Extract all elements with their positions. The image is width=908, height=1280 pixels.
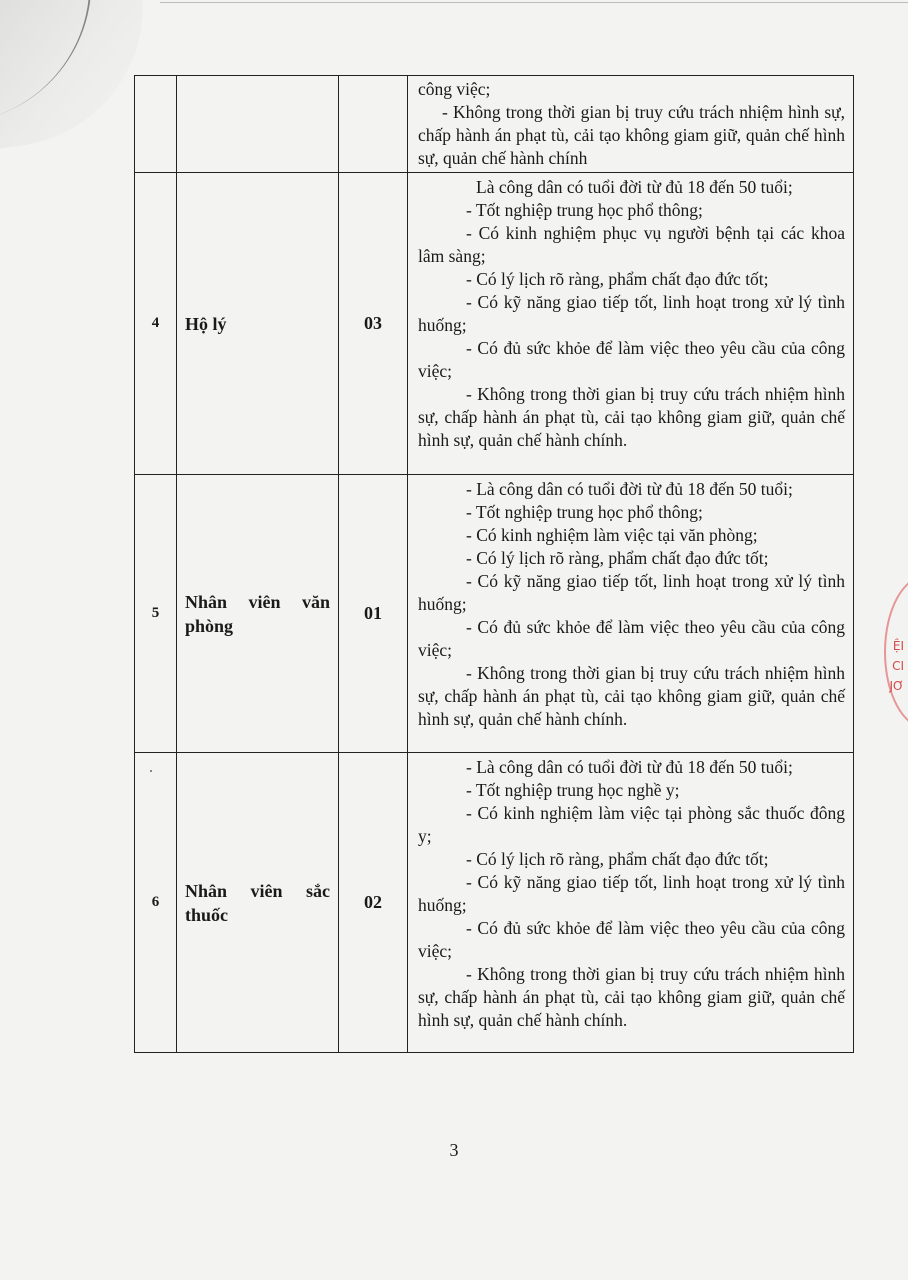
requirement-line: - Có kỹ năng giao tiếp tốt, linh hoạt trong xử lý tình huống; [418, 291, 845, 335]
position-name [177, 475, 339, 753]
position-name [177, 76, 339, 173]
row-number: 5 [135, 475, 177, 753]
position-name-text: Nhân viên sắc thuốc [185, 880, 330, 925]
requirement-line: công việc; [418, 79, 491, 99]
requirement-line: - Có đủ sức khỏe để làm việc theo yêu cầu của công việc; [418, 337, 845, 381]
table-row [135, 475, 854, 753]
requirements-cell [408, 76, 854, 173]
requirement-line: - Có kỹ năng giao tiếp tốt, linh hoạt trong xử lý tình huống; [418, 871, 845, 915]
position-quantity: 02 [339, 753, 408, 1053]
requirement-line: - Có đủ sức khỏe để làm việc theo yêu cầu của công việc; [418, 917, 845, 961]
requirements-cell [408, 475, 854, 753]
requirement-line: - Có kỹ năng giao tiếp tốt, linh hoạt trong xử lý tình huống; [418, 571, 845, 614]
requirement-line: - Tốt nghiệp trung học phổ thông; [466, 199, 703, 220]
requirement-line: - Không trong thời gian bị truy cứu trách nhiệm hình sự, chấp hành án phạt tù, cải tạo không giam giữ, quản chế hình sự, quản chế hành chính. [418, 383, 845, 450]
page-top-edge [160, 2, 908, 3]
red-stamp-fragment [878, 575, 908, 735]
page-number: 3 [449, 1140, 459, 1160]
position-name-text: Nhân viên văn phòng [185, 591, 330, 636]
requirement-line: Là công dân có tuổi đời từ đủ 18 đến 50 tuổi; [476, 176, 793, 197]
requirement-line: - Có kinh nghiệm phục vụ người bệnh tại các khoa lâm sàng; [418, 222, 845, 266]
position-name [177, 753, 339, 1053]
recruitment-table [134, 75, 854, 1053]
requirement-line: - Không trong thời gian bị truy cứu trách nhiệm hình sự, chấp hành án phạt tù, cải tạo không giam giữ, quản chế hình sự, quản chế hành chính. [418, 663, 845, 729]
requirement-line: - Có đủ sức khỏe để làm việc theo yêu cầu của công việc; [418, 617, 845, 660]
position-quantity: 03 [339, 173, 408, 475]
requirement-line: - Có lý lịch rõ ràng, phẩm chất đạo đức tốt; [466, 848, 769, 869]
stamp-text: JƠ [889, 679, 904, 693]
stamp-text: CI [892, 659, 904, 673]
requirement-line: - Có lý lịch rõ ràng, phẩm chất đạo đức tốt; [466, 548, 769, 568]
requirement-line: - Tốt nghiệp trung học phổ thông; [466, 502, 703, 522]
stamp-text: ỆI [892, 639, 904, 653]
requirement-line: - Có kinh nghiệm làm việc tại phòng sắc thuốc đông y; [418, 802, 845, 846]
position-quantity [339, 76, 408, 173]
row-number: 6 [135, 753, 177, 1053]
position-quantity: 01 [339, 475, 408, 753]
requirement-line: - Không trong thời gian bị truy cứu trách nhiệm hình sự, chấp hành án phạt tù, cải tạo không giam giữ, quản chế hình sự, quản chế hành chính. [418, 963, 845, 1030]
row-number [135, 76, 177, 173]
position-name: Hộ lý [177, 173, 339, 475]
table-row [135, 173, 854, 475]
requirement-line: - Có lý lịch rõ ràng, phẩm chất đạo đức tốt; [466, 268, 769, 289]
table-row [135, 76, 854, 173]
requirements-cell [408, 173, 854, 475]
requirement-line: - Không trong thời gian bị truy cứu trách nhiệm hình sự, chấp hành án phạt tù, cải tạo không giam giữ, quản chế hình sự, quản chế hành chính [418, 102, 845, 168]
requirement-line: - Là công dân có tuổi đời từ đủ 18 đến 50 tuổi; [466, 756, 793, 777]
table-row [135, 753, 854, 1053]
requirements-cell [408, 753, 854, 1053]
requirement-line: - Là công dân có tuổi đời từ đủ 18 đến 50 tuổi; [466, 479, 793, 499]
requirement-line: - Tốt nghiệp trung học nghề y; [466, 779, 680, 800]
requirement-line: - Có kinh nghiệm làm việc tại văn phòng; [466, 525, 758, 545]
row-number: 4 [135, 173, 177, 475]
